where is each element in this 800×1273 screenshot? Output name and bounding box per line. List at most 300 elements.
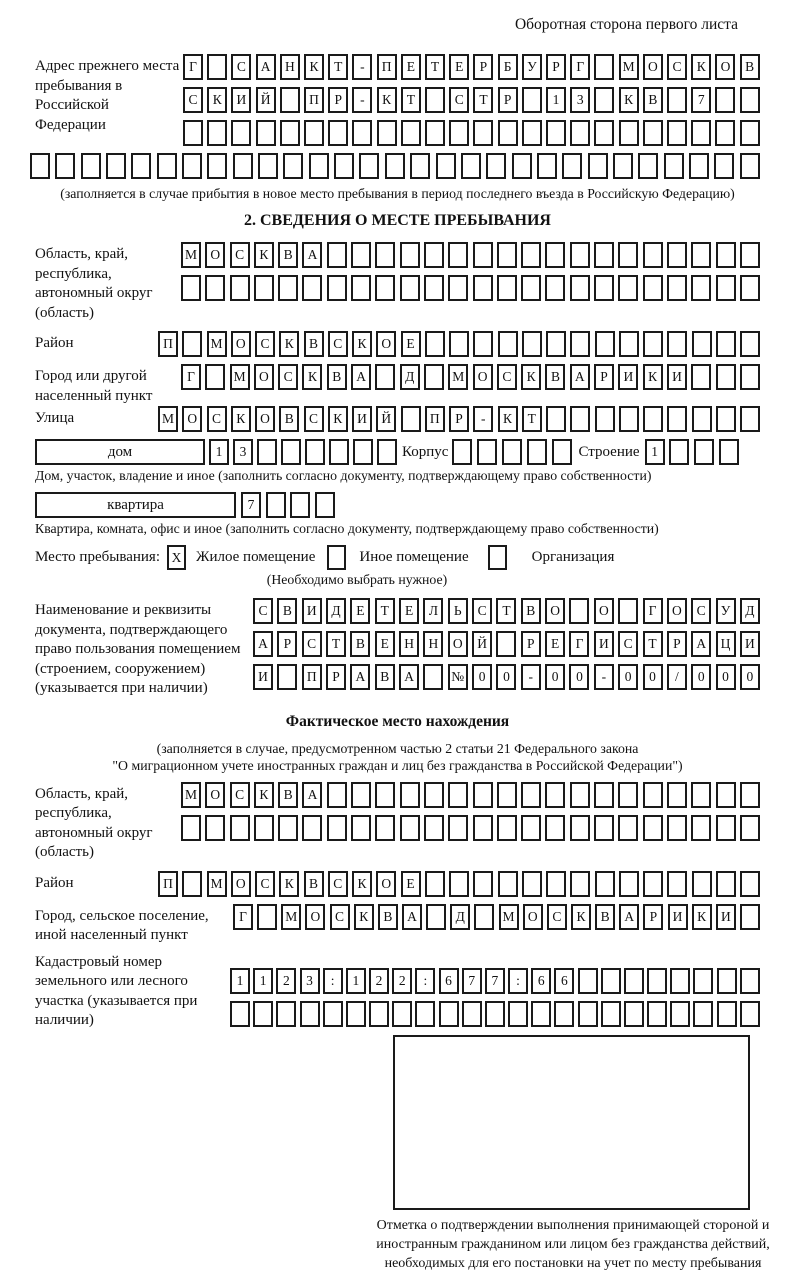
char-cell[interactable] xyxy=(717,968,737,994)
char-cell[interactable] xyxy=(740,120,760,146)
char-cell[interactable] xyxy=(578,968,598,994)
char-cell[interactable] xyxy=(522,871,542,897)
char-cell[interactable] xyxy=(254,815,274,841)
char-cell[interactable]: О xyxy=(305,904,325,930)
char-cell[interactable]: Д xyxy=(450,904,470,930)
char-cell[interactable] xyxy=(497,815,517,841)
char-cell[interactable]: И xyxy=(618,364,638,390)
char-cell[interactable]: 0 xyxy=(496,664,516,690)
char-cell[interactable] xyxy=(562,153,582,179)
char-cell[interactable]: В xyxy=(279,406,299,432)
char-cell[interactable]: № xyxy=(448,664,468,690)
char-cell[interactable]: К xyxy=(619,87,639,113)
char-cell[interactable] xyxy=(594,275,614,301)
char-cell[interactable] xyxy=(452,439,472,465)
checkbox-inoe[interactable] xyxy=(327,545,346,570)
char-cell[interactable] xyxy=(594,87,614,113)
char-cell[interactable] xyxy=(401,406,421,432)
char-cell[interactable] xyxy=(643,406,663,432)
char-cell[interactable]: О xyxy=(205,242,225,268)
char-cell[interactable]: Т xyxy=(328,54,348,80)
char-cell[interactable] xyxy=(106,153,126,179)
char-cell[interactable] xyxy=(425,120,445,146)
char-cell[interactable]: Ь xyxy=(448,598,468,624)
char-cell[interactable] xyxy=(400,782,420,808)
char-cell[interactable] xyxy=(205,364,225,390)
char-cell[interactable]: Е xyxy=(401,54,421,80)
char-cell[interactable] xyxy=(424,242,444,268)
char-cell[interactable]: О xyxy=(231,871,251,897)
char-cell[interactable] xyxy=(716,331,736,357)
char-cell[interactable]: Т xyxy=(425,54,445,80)
char-cell[interactable]: 2 xyxy=(392,968,412,994)
char-cell[interactable] xyxy=(521,242,541,268)
char-cell[interactable]: И xyxy=(302,598,322,624)
char-cell[interactable]: П xyxy=(425,406,445,432)
char-cell[interactable] xyxy=(502,439,522,465)
char-cell[interactable] xyxy=(669,439,689,465)
char-cell[interactable]: 3 xyxy=(233,439,253,465)
char-cell[interactable] xyxy=(521,815,541,841)
char-cell[interactable] xyxy=(638,153,658,179)
char-cell[interactable] xyxy=(351,275,371,301)
char-cell[interactable]: О xyxy=(205,782,225,808)
char-cell[interactable]: Б xyxy=(498,54,518,80)
char-cell[interactable]: П xyxy=(302,664,322,690)
char-cell[interactable] xyxy=(522,331,542,357)
char-cell[interactable]: В xyxy=(278,242,298,268)
char-cell[interactable]: К xyxy=(279,331,299,357)
char-cell[interactable] xyxy=(618,598,638,624)
char-cell[interactable]: О xyxy=(594,598,614,624)
char-cell[interactable] xyxy=(619,406,639,432)
char-cell[interactable] xyxy=(254,275,274,301)
char-cell[interactable]: С xyxy=(497,364,517,390)
char-cell[interactable] xyxy=(462,1001,482,1027)
char-cell[interactable] xyxy=(473,782,493,808)
char-cell[interactable]: О xyxy=(254,364,274,390)
char-cell[interactable] xyxy=(253,1001,273,1027)
char-cell[interactable]: Р xyxy=(643,904,663,930)
char-cell[interactable] xyxy=(207,54,227,80)
char-cell[interactable] xyxy=(594,120,614,146)
char-cell[interactable]: А xyxy=(253,631,273,657)
char-cell[interactable]: К xyxy=(304,54,324,80)
char-cell[interactable] xyxy=(740,968,760,994)
char-cell[interactable]: С xyxy=(691,598,711,624)
char-cell[interactable]: 0 xyxy=(545,664,565,690)
char-cell[interactable]: С xyxy=(302,631,322,657)
char-cell[interactable] xyxy=(323,1001,343,1027)
char-cell[interactable] xyxy=(689,153,709,179)
char-cell[interactable] xyxy=(385,153,405,179)
char-cell[interactable] xyxy=(691,120,711,146)
char-cell[interactable]: П xyxy=(304,87,324,113)
char-cell[interactable] xyxy=(670,968,690,994)
char-cell[interactable] xyxy=(351,815,371,841)
char-cell[interactable] xyxy=(716,815,736,841)
char-cell[interactable] xyxy=(716,242,736,268)
char-cell[interactable] xyxy=(426,904,446,930)
char-cell[interactable] xyxy=(280,87,300,113)
char-cell[interactable]: - xyxy=(473,406,493,432)
char-cell[interactable] xyxy=(667,120,687,146)
char-cell[interactable] xyxy=(643,331,663,357)
char-cell[interactable] xyxy=(667,331,687,357)
char-cell[interactable]: К xyxy=(498,406,518,432)
char-cell[interactable]: Е xyxy=(401,871,421,897)
char-cell[interactable] xyxy=(719,439,739,465)
char-cell[interactable]: Т xyxy=(522,406,542,432)
char-cell[interactable] xyxy=(449,871,469,897)
char-cell[interactable] xyxy=(401,120,421,146)
char-cell[interactable] xyxy=(554,1001,574,1027)
char-cell[interactable]: О xyxy=(545,598,565,624)
char-cell[interactable] xyxy=(601,968,621,994)
char-cell[interactable] xyxy=(667,87,687,113)
char-cell[interactable] xyxy=(498,871,518,897)
char-cell[interactable] xyxy=(570,242,590,268)
char-cell[interactable] xyxy=(716,364,736,390)
char-cell[interactable]: К xyxy=(231,406,251,432)
char-cell[interactable]: С xyxy=(472,598,492,624)
char-cell[interactable] xyxy=(521,275,541,301)
char-cell[interactable]: В xyxy=(277,598,297,624)
char-cell[interactable]: 7 xyxy=(485,968,505,994)
char-cell[interactable] xyxy=(302,815,322,841)
char-cell[interactable]: У xyxy=(522,54,542,80)
char-cell[interactable] xyxy=(266,492,286,518)
char-cell[interactable] xyxy=(231,120,251,146)
char-cell[interactable] xyxy=(595,331,615,357)
char-cell[interactable] xyxy=(545,275,565,301)
char-cell[interactable]: 6 xyxy=(554,968,574,994)
char-cell[interactable]: 7 xyxy=(241,492,261,518)
char-cell[interactable]: С xyxy=(231,54,251,80)
char-cell[interactable] xyxy=(230,275,250,301)
char-cell[interactable] xyxy=(740,275,760,301)
char-cell[interactable]: Т xyxy=(496,598,516,624)
char-cell[interactable] xyxy=(207,153,227,179)
char-cell[interactable]: О xyxy=(231,331,251,357)
char-cell[interactable]: А xyxy=(350,664,370,690)
char-cell[interactable]: С xyxy=(278,364,298,390)
char-cell[interactable] xyxy=(569,598,589,624)
char-cell[interactable] xyxy=(315,492,335,518)
char-cell[interactable] xyxy=(691,364,711,390)
char-cell[interactable]: 6 xyxy=(439,968,459,994)
char-cell[interactable] xyxy=(375,364,395,390)
char-cell[interactable] xyxy=(230,1001,250,1027)
char-cell[interactable] xyxy=(425,331,445,357)
char-cell[interactable]: - xyxy=(352,87,372,113)
char-cell[interactable] xyxy=(278,275,298,301)
checkbox-zhiloe[interactable]: X xyxy=(167,545,186,570)
char-cell[interactable]: И xyxy=(668,904,688,930)
char-cell[interactable]: 7 xyxy=(691,87,711,113)
char-cell[interactable] xyxy=(473,242,493,268)
char-cell[interactable] xyxy=(334,153,354,179)
char-cell[interactable] xyxy=(181,275,201,301)
char-cell[interactable] xyxy=(436,153,456,179)
char-cell[interactable] xyxy=(283,153,303,179)
char-cell[interactable] xyxy=(327,275,347,301)
char-cell[interactable] xyxy=(545,815,565,841)
char-cell[interactable] xyxy=(594,815,614,841)
char-cell[interactable] xyxy=(570,815,590,841)
char-cell[interactable] xyxy=(691,815,711,841)
char-cell[interactable]: К xyxy=(352,331,372,357)
char-cell[interactable] xyxy=(691,782,711,808)
char-cell[interactable] xyxy=(595,406,615,432)
char-cell[interactable]: Й xyxy=(376,406,396,432)
char-cell[interactable]: 7 xyxy=(462,968,482,994)
char-cell[interactable] xyxy=(328,120,348,146)
char-cell[interactable]: Й xyxy=(472,631,492,657)
char-cell[interactable]: М xyxy=(448,364,468,390)
char-cell[interactable] xyxy=(439,1001,459,1027)
char-cell[interactable] xyxy=(664,153,684,179)
char-cell[interactable] xyxy=(257,439,277,465)
char-cell[interactable]: А xyxy=(399,664,419,690)
char-cell[interactable] xyxy=(578,1001,598,1027)
char-cell[interactable] xyxy=(448,782,468,808)
char-cell[interactable] xyxy=(400,242,420,268)
char-cell[interactable]: : xyxy=(323,968,343,994)
char-cell[interactable] xyxy=(449,120,469,146)
char-cell[interactable] xyxy=(693,968,713,994)
char-cell[interactable] xyxy=(327,782,347,808)
char-cell[interactable]: Р xyxy=(328,87,348,113)
char-cell[interactable]: Н xyxy=(280,54,300,80)
char-cell[interactable]: О xyxy=(255,406,275,432)
char-cell[interactable] xyxy=(667,406,687,432)
char-cell[interactable]: С xyxy=(618,631,638,657)
char-cell[interactable]: В xyxy=(304,871,324,897)
char-cell[interactable]: К xyxy=(643,364,663,390)
char-cell[interactable]: Р xyxy=(498,87,518,113)
char-cell[interactable] xyxy=(716,871,736,897)
char-cell[interactable] xyxy=(392,1001,412,1027)
char-cell[interactable] xyxy=(716,275,736,301)
char-cell[interactable]: О xyxy=(715,54,735,80)
char-cell[interactable]: : xyxy=(508,968,528,994)
char-cell[interactable] xyxy=(521,782,541,808)
char-cell[interactable]: И xyxy=(231,87,251,113)
char-cell[interactable] xyxy=(281,439,301,465)
char-cell[interactable] xyxy=(30,153,50,179)
char-cell[interactable]: П xyxy=(158,331,178,357)
char-cell[interactable]: 1 xyxy=(546,87,566,113)
char-cell[interactable] xyxy=(716,406,736,432)
char-cell[interactable]: 2 xyxy=(276,968,296,994)
char-cell[interactable] xyxy=(290,492,310,518)
char-cell[interactable]: Н xyxy=(423,631,443,657)
char-cell[interactable] xyxy=(375,242,395,268)
char-cell[interactable] xyxy=(546,120,566,146)
char-cell[interactable]: К xyxy=(254,782,274,808)
char-cell[interactable]: В xyxy=(375,664,395,690)
char-cell[interactable]: А xyxy=(351,364,371,390)
char-cell[interactable]: Г xyxy=(181,364,201,390)
char-cell[interactable]: Г xyxy=(233,904,253,930)
char-cell[interactable] xyxy=(618,242,638,268)
char-cell[interactable] xyxy=(461,153,481,179)
char-cell[interactable] xyxy=(473,871,493,897)
char-cell[interactable] xyxy=(400,815,420,841)
char-cell[interactable]: М xyxy=(181,782,201,808)
char-cell[interactable]: Ц xyxy=(716,631,736,657)
char-cell[interactable]: О xyxy=(667,598,687,624)
char-cell[interactable]: 1 xyxy=(209,439,229,465)
char-cell[interactable]: Е xyxy=(399,598,419,624)
char-cell[interactable]: Т xyxy=(375,598,395,624)
char-cell[interactable] xyxy=(280,120,300,146)
char-cell[interactable] xyxy=(473,275,493,301)
char-cell[interactable] xyxy=(647,1001,667,1027)
char-cell[interactable]: С xyxy=(547,904,567,930)
char-cell[interactable] xyxy=(546,871,566,897)
char-cell[interactable] xyxy=(692,406,712,432)
char-cell[interactable] xyxy=(716,782,736,808)
char-cell[interactable]: К xyxy=(328,406,348,432)
char-cell[interactable]: И xyxy=(716,904,736,930)
char-cell[interactable] xyxy=(643,871,663,897)
char-cell[interactable]: М xyxy=(158,406,178,432)
char-cell[interactable] xyxy=(643,815,663,841)
char-cell[interactable] xyxy=(327,815,347,841)
char-cell[interactable]: И xyxy=(253,664,273,690)
char-cell[interactable] xyxy=(691,275,711,301)
char-cell[interactable] xyxy=(537,153,557,179)
char-cell[interactable] xyxy=(522,120,542,146)
char-cell[interactable] xyxy=(740,242,760,268)
char-cell[interactable]: А xyxy=(619,904,639,930)
char-cell[interactable] xyxy=(670,1001,690,1027)
char-cell[interactable]: М xyxy=(207,331,227,357)
char-cell[interactable] xyxy=(714,153,734,179)
char-cell[interactable] xyxy=(643,120,663,146)
char-cell[interactable] xyxy=(594,242,614,268)
char-cell[interactable]: 1 xyxy=(346,968,366,994)
char-cell[interactable]: В xyxy=(278,782,298,808)
char-cell[interactable]: М xyxy=(281,904,301,930)
char-cell[interactable] xyxy=(329,439,349,465)
char-cell[interactable] xyxy=(545,782,565,808)
char-cell[interactable] xyxy=(643,275,663,301)
char-cell[interactable]: А xyxy=(256,54,276,80)
char-cell[interactable]: С xyxy=(449,87,469,113)
char-cell[interactable] xyxy=(424,782,444,808)
char-cell[interactable] xyxy=(594,782,614,808)
char-cell[interactable]: М xyxy=(619,54,639,80)
char-cell[interactable]: 0 xyxy=(740,664,760,690)
char-cell[interactable] xyxy=(512,153,532,179)
char-cell[interactable]: К xyxy=(692,904,712,930)
char-cell[interactable] xyxy=(351,242,371,268)
char-cell[interactable]: 0 xyxy=(472,664,492,690)
char-cell[interactable] xyxy=(278,815,298,841)
char-cell[interactable] xyxy=(485,1001,505,1027)
char-cell[interactable] xyxy=(619,120,639,146)
char-cell[interactable]: Л xyxy=(423,598,443,624)
char-cell[interactable]: Т xyxy=(326,631,346,657)
char-cell[interactable] xyxy=(400,275,420,301)
char-cell[interactable] xyxy=(425,87,445,113)
char-cell[interactable] xyxy=(182,871,202,897)
char-cell[interactable] xyxy=(613,153,633,179)
char-cell[interactable]: В xyxy=(378,904,398,930)
char-cell[interactable]: Д xyxy=(400,364,420,390)
char-cell[interactable] xyxy=(473,120,493,146)
char-cell[interactable] xyxy=(601,1001,621,1027)
char-cell[interactable] xyxy=(497,275,517,301)
char-cell[interactable]: Е xyxy=(375,631,395,657)
char-cell[interactable] xyxy=(717,1001,737,1027)
char-cell[interactable]: О xyxy=(523,904,543,930)
char-cell[interactable]: : xyxy=(415,968,435,994)
char-cell[interactable] xyxy=(304,120,324,146)
char-cell[interactable]: Д xyxy=(326,598,346,624)
char-cell[interactable]: Т xyxy=(401,87,421,113)
char-cell[interactable] xyxy=(667,242,687,268)
char-cell[interactable]: К xyxy=(207,87,227,113)
char-cell[interactable]: 1 xyxy=(230,968,250,994)
char-cell[interactable]: С xyxy=(255,871,275,897)
char-cell[interactable]: - xyxy=(594,664,614,690)
char-cell[interactable]: - xyxy=(352,54,372,80)
char-cell[interactable] xyxy=(205,275,225,301)
char-cell[interactable]: В xyxy=(643,87,663,113)
char-cell[interactable] xyxy=(552,439,572,465)
char-cell[interactable]: 1 xyxy=(645,439,665,465)
char-cell[interactable] xyxy=(740,153,760,179)
char-cell[interactable]: Н xyxy=(399,631,419,657)
char-cell[interactable] xyxy=(618,782,638,808)
char-cell[interactable]: 6 xyxy=(531,968,551,994)
char-cell[interactable] xyxy=(377,120,397,146)
char-cell[interactable]: К xyxy=(377,87,397,113)
char-cell[interactable] xyxy=(474,904,494,930)
char-cell[interactable]: О xyxy=(376,331,396,357)
char-cell[interactable] xyxy=(352,120,372,146)
char-cell[interactable]: Г xyxy=(570,54,590,80)
char-cell[interactable] xyxy=(692,331,712,357)
char-cell[interactable] xyxy=(531,1001,551,1027)
char-cell[interactable]: А xyxy=(302,782,322,808)
char-cell[interactable] xyxy=(498,120,518,146)
char-cell[interactable] xyxy=(276,1001,296,1027)
char-cell[interactable] xyxy=(473,331,493,357)
char-cell[interactable]: К xyxy=(354,904,374,930)
char-cell[interactable] xyxy=(545,242,565,268)
char-cell[interactable] xyxy=(424,275,444,301)
char-cell[interactable] xyxy=(205,815,225,841)
char-cell[interactable]: К xyxy=(279,871,299,897)
char-cell[interactable] xyxy=(258,153,278,179)
char-cell[interactable] xyxy=(570,871,590,897)
char-cell[interactable]: С xyxy=(667,54,687,80)
char-cell[interactable] xyxy=(624,968,644,994)
char-cell[interactable] xyxy=(694,439,714,465)
char-cell[interactable] xyxy=(424,364,444,390)
char-cell[interactable] xyxy=(527,439,547,465)
char-cell[interactable]: 0 xyxy=(716,664,736,690)
char-cell[interactable]: К xyxy=(302,364,322,390)
char-cell[interactable] xyxy=(715,87,735,113)
char-cell[interactable]: Е xyxy=(545,631,565,657)
char-cell[interactable]: Р xyxy=(546,54,566,80)
